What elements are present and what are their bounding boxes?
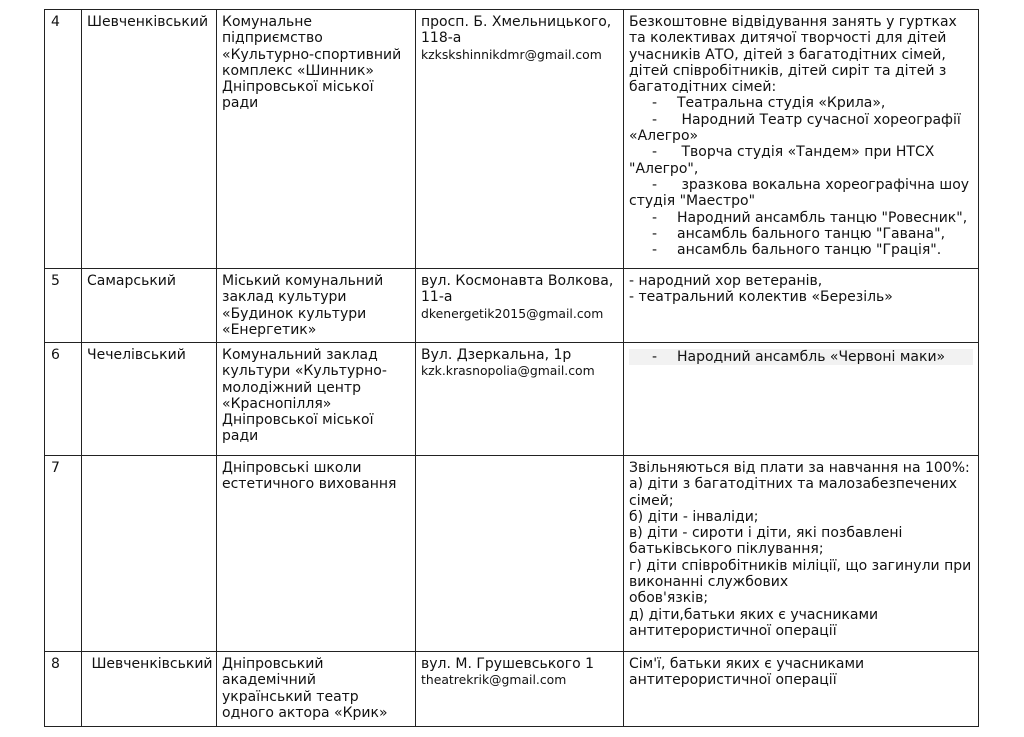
list-item: - Театральна студія «Крила», (652, 95, 886, 112)
district-cell: Шевченківський (82, 652, 217, 727)
address-text: вул. М. Грушевського 1 (421, 656, 594, 672)
address-cell (416, 652, 624, 727)
table-row (45, 652, 979, 727)
list-item: - Творча студія «Тандем» при НТСХ "Алегро", (629, 144, 935, 177)
address-cell (416, 343, 624, 456)
list-item: Звільняються від плати за навчання на 100%: (629, 460, 970, 476)
list-item: б) діти - інваліди; (629, 508, 759, 525)
benefits-cell (624, 456, 979, 652)
list-item: Сім'ї, батьки яких є учасниками антитерористичної операції (629, 656, 865, 689)
list-item: г) діти співробітників міліції, що загинули при виконанні службових (629, 557, 972, 591)
district-cell: Чечелівський (82, 343, 217, 456)
row-number: 7 (45, 456, 82, 652)
list-item: - ансамбль бального танцю "Гавана", (652, 225, 946, 242)
benefits-cell (624, 343, 979, 456)
institution-cell: Комунальне підприємство «Культурно-спортивний комплекс «Шинник» Дніпровської міської ради (217, 10, 416, 269)
table-row (45, 456, 979, 652)
benefits-cell (624, 269, 979, 343)
list-item: - зразкова вокальна хореографічна шоу студія "Маестро" (629, 176, 970, 210)
email-text: kzkskshinnikdmr@gmail.com (421, 46, 602, 62)
benefits-table (44, 9, 979, 727)
email-text: dkenergetik2015@gmail.com (421, 305, 604, 321)
list-item: обов'язків; (629, 590, 709, 607)
row-number: 5 (45, 269, 82, 343)
benefits-intro: Безкоштовне відвідування занять у гуртках та колективах дитячої творчості для дітей учасників АТО, дітей з багатодітних сімей, дітей співробітників, дітей сиріт та дітей з багатодітних сімей: (629, 14, 957, 96)
address-cell (416, 10, 624, 269)
district-cell: Самарський (82, 269, 217, 343)
address-cell (416, 456, 624, 652)
district-cell (82, 456, 217, 652)
institution-cell: Комунальний заклад культури «Культурно-молодіжний центр «Краснопілля» Дніпровської міської ради (217, 343, 416, 456)
table-row (45, 10, 979, 269)
list-item: - Народний ансамбль танцю "Ровесник", (652, 209, 968, 226)
address-text: просп. Б. Хмельницького, 118-а (421, 14, 612, 47)
list-item: в) діти - сироти і діти, які позбавлені батьківського піклування; (629, 525, 903, 558)
list-item: - Народний ансамбль «Червоні маки» (629, 349, 973, 365)
institution-cell: Дніпровські школи естетичного виховання (217, 456, 416, 652)
row-number: 8 (45, 652, 82, 727)
benefits-cell (624, 652, 979, 727)
list-item: а) діти з багатодітних та малозабезпечених сімей; (629, 476, 957, 509)
row-number: 4 (45, 10, 82, 269)
benefits-cell (624, 10, 979, 269)
address-text: вул. Космонавта Волкова, 11-а (421, 273, 614, 306)
row-number: 6 (45, 343, 82, 456)
address-cell (416, 269, 624, 343)
institution-cell: Дніпровський академічний український театр одного актора «Крик» (217, 652, 416, 727)
list-item: - Народний Театр сучасної хореографії «Алегро» (629, 111, 961, 145)
district-cell: Шевченківський (82, 10, 217, 269)
list-item: д) діти,батьки яких є учасниками антитерористичної операції (629, 606, 879, 639)
institution-cell: Міський комунальний заклад культури «Будинок культури «Енергетик» (217, 269, 416, 343)
list-item: - ансамбль бального танцю "Грація". (652, 242, 942, 259)
table-row (45, 343, 979, 456)
table-row (45, 269, 979, 343)
list-item: - театральний колектив «Березіль» (629, 289, 893, 306)
list-item: - народний хор ветеранів, (629, 273, 823, 289)
email-text: theatrekrik@gmail.com (421, 672, 567, 688)
address-text: Вул. Дзеркальна, 1р (421, 347, 572, 363)
email-text: kzk.krasnopolia@gmail.com (421, 363, 595, 379)
